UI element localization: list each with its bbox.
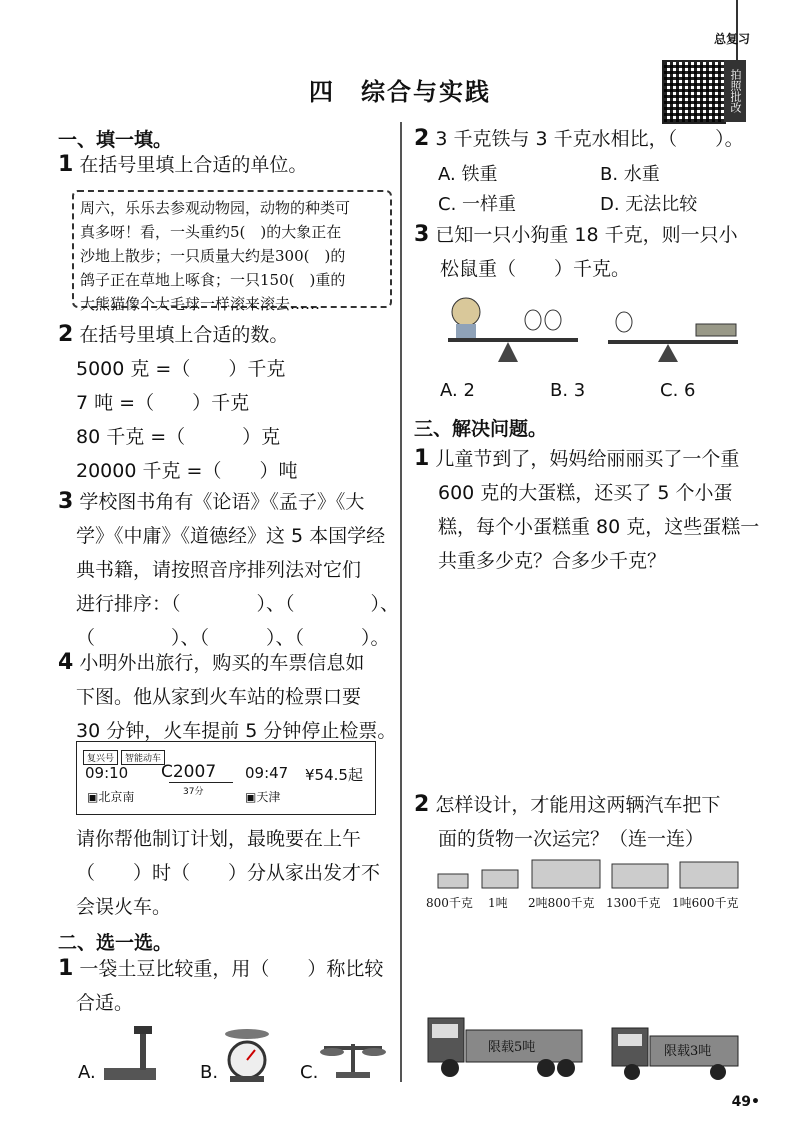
cargo-label: 1吨600千克 [672,896,739,910]
cargo-label: 2吨800千克 [528,896,595,910]
question-text: 一袋土豆比较重，用（ ）称比较 [79,958,384,980]
story-line: 周六，乐乐去参观动物园，动物的种类可 [80,199,351,217]
left-part2-q1-line2: 合适。 [76,992,134,1014]
question-number: 2 [58,322,74,347]
option: D. 无法比较 [600,194,698,215]
cargo-label: 800千克 [426,896,473,910]
dial-scale-icon [222,1028,272,1084]
seesaw-illustration [438,290,748,368]
arrival-time: 09:47 [245,764,289,782]
to-station: ▣天津 [245,790,281,804]
option: C. 6 [660,380,696,401]
right-part3-q2 [414,788,720,822]
balance-scale-icon [318,1030,388,1082]
text-line: 请你帮他制订计划，最晚要在上午 [76,828,362,850]
option: B. 水重 [600,164,660,185]
train-number: C2007 [161,762,217,782]
question-text: 学校图书角有《论语》《孟子》《大 [79,491,365,513]
right-part3-q1 [414,442,739,476]
right-part3-q1-lines [438,476,759,578]
question-text: 小明外出旅行，购买的车票信息如 [79,652,365,674]
blank-line: 5000 克 =（ ）千克 [76,358,286,380]
story-line: 鸽子正在草地上啄食；一只150( )重的 [80,271,346,289]
qr-code [662,60,726,124]
cargo-boxes [432,858,752,894]
question-text: 已知一只小狗重 18 千克，则一只小 [435,224,738,246]
part1-heading: 一、填一填。 [58,129,173,151]
departure-time: 09:10 [85,764,129,782]
question-text: 儿童节到了，妈妈给丽丽买了一个重 [435,448,740,470]
text-line: 典书籍，请按照音序排列法对它们 [76,559,362,581]
option-a-label: A. [78,1062,96,1083]
option: A. 2 [440,380,475,401]
qr-tag: 拍照批改 [724,60,746,122]
left-q4 [58,646,364,680]
column-divider [400,122,402,1082]
question-number: 2 [414,792,430,817]
truck-limit-label: 限载3吨 [664,1044,712,1059]
left-q2-lines [76,352,297,488]
platform-scale-icon [100,1024,160,1084]
part3-heading: 三、解决问题。 [414,418,548,440]
ticket-price: ¥54.5起 [305,766,363,784]
question-number: 1 [58,152,74,177]
left-q2 [58,318,288,352]
right-q3-line2: 松鼠重（ ）千克。 [440,258,631,280]
text-line: （ ）时（ ）分从家出发才不 [76,862,381,884]
truck-limit-label: 限载5吨 [488,1040,536,1055]
question-number: 3 [58,489,74,514]
text-line: 糕，每个小蛋糕重 80 克，这些蛋糕一 [438,516,760,538]
from-station: ▣北京南 [87,790,135,804]
ticket-tag: 复兴号 [83,750,118,765]
question-number: 2 [414,126,430,151]
page-title: 四 综合与实践 [309,78,491,106]
option: B. 3 [550,380,586,401]
option-b-label: B. [200,1062,219,1083]
text-line: 共重多少克？合多少千克？ [438,550,667,572]
to-station-name: 天津 [256,790,281,804]
page-number: 49• [731,1094,760,1110]
question-number: 1 [414,446,430,471]
text-line: 下图。他从家到火车站的检票口要 [76,686,362,708]
duration-arrow [169,782,233,783]
blank-line: 20000 千克 =（ ）吨 [76,460,298,482]
train-ticket [76,741,376,815]
text-line: 学》《中庸》《道德经》这 5 本国学经 [76,525,386,547]
story-line: 沙地上散步；一只质量大约是300( )的 [80,247,346,265]
option: A. 铁重 [438,164,498,185]
right-part3-q2-line2: 面的货物一次运完？（连一连） [438,828,705,850]
left-q3-lines [76,519,399,655]
option-c-label: C. [300,1062,319,1083]
left-q3 [58,485,364,519]
cargo-label: 1300千克 [606,896,661,910]
question-text: 怎样设计，才能用这两辆汽车把下 [435,794,721,816]
blank-line: 80 千克 =（ ）克 [76,426,281,448]
option: C. 一样重 [438,194,517,215]
from-station-name: 北京南 [98,790,135,804]
text-line: 进行排序：（ ）、（ ）、 [76,593,400,615]
text-line: （ ）、（ ）、（ ）。 [76,627,390,649]
question-number: 3 [414,222,430,247]
blank-line: 7 吨 =（ ）千克 [76,392,250,414]
part2-heading: 二、选一选。 [58,932,173,954]
left-q4-after [76,822,380,924]
question-number: 4 [58,650,74,675]
ticket-tag: 智能动车 [121,750,165,765]
left-part2-q1 [58,952,383,986]
left-q4-lines [76,680,396,748]
duration: 37分 [183,787,204,797]
text-line: 30 分钟，火车提前 5 分钟停止检票。 [76,720,397,742]
question-text: 在括号里填上合适的单位。 [79,154,308,176]
question-number: 1 [58,956,74,981]
left-q1 [58,148,307,182]
story-line: 真多呀！看，一头重约5( )的大象正在 [80,223,342,241]
text-line: 600 克的大蛋糕，还买了 5 个小蛋 [438,482,733,504]
question-text: 在括号里填上合适的数。 [79,324,289,346]
text-line: 会误火车。 [76,896,172,918]
section-label: 总复习 [713,32,750,46]
question-text: 3 千克铁与 3 千克水相比，（ ）。 [435,128,744,150]
story-line: 大熊猫像个大毛球一样滚来滚去…… [80,295,321,313]
right-q3 [414,218,738,252]
right-q2 [414,122,744,156]
cargo-label: 1吨 [488,896,508,910]
story-box [72,190,392,313]
ticket-tags [83,746,168,765]
